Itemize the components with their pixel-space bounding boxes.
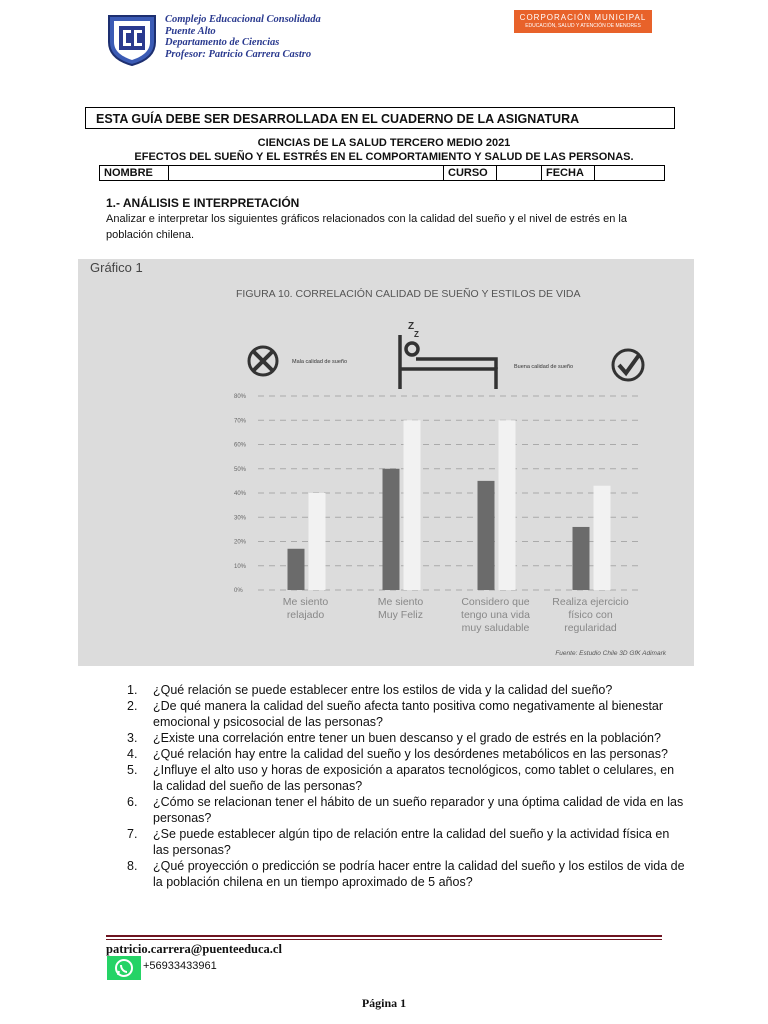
bad-sleep-label: Mala calidad de sueño bbox=[292, 359, 348, 365]
zz-mark: Z bbox=[408, 321, 415, 332]
section-description: Analizar e interpretar los siguientes gráficos relacionados con la calidad del sueño y el nivel de estrés en la población chilena. bbox=[106, 213, 627, 241]
date-label: FECHA bbox=[542, 166, 595, 181]
question-number: 3. bbox=[127, 731, 138, 745]
y-tick-label: 20% bbox=[234, 539, 247, 546]
x-category-label: muy saludable bbox=[461, 622, 530, 634]
course-label: CURSO bbox=[444, 166, 497, 181]
x-category-label: Me siento bbox=[282, 596, 329, 608]
student-info-table bbox=[99, 165, 665, 181]
x-category-label: Realiza ejercicio bbox=[552, 596, 629, 608]
question-text: ¿Se puede establecer algún tipo de relación entre la calidad del sueño y la actividad física en las personas? bbox=[153, 827, 670, 857]
x-category-label: Considero que bbox=[461, 596, 530, 608]
bar bbox=[499, 420, 516, 590]
corporation-line1: CORPORACIÓN MUNICIPAL bbox=[519, 13, 647, 22]
question-text: ¿Qué relación hay entre la calidad del sueño y los desórdenes metabólicos en las personas? bbox=[153, 747, 668, 761]
name-label: NOMBRE bbox=[100, 166, 169, 181]
question-item bbox=[127, 794, 687, 826]
x-category-label: físico con bbox=[568, 609, 613, 621]
good-sleep-check-icon bbox=[613, 350, 643, 380]
y-tick-label: 70% bbox=[234, 418, 247, 425]
question-text: ¿Influye el alto uso y horas de exposición a aparatos tecnológicos, como tablet o celulares, en la calidad del sueño de las personas? bbox=[153, 763, 675, 793]
footer-rule bbox=[106, 939, 662, 940]
x-category-label: relajado bbox=[286, 609, 325, 621]
x-category-label: regularidad bbox=[564, 622, 617, 634]
question-item bbox=[127, 730, 687, 746]
contact-email: patricio.carrera@puenteeduca.cl bbox=[106, 942, 282, 956]
question-item bbox=[127, 858, 687, 890]
chart-source: Fuente: Estudio Chile 3D GfK Adimark bbox=[555, 650, 666, 657]
question-number: 2. bbox=[127, 699, 138, 713]
question-number: 6. bbox=[127, 795, 138, 809]
good-sleep-label: Buena calidad de sueño bbox=[514, 364, 574, 370]
school-line: Complejo Educacional Consolidada bbox=[165, 14, 321, 25]
bad-sleep-x-icon bbox=[249, 347, 277, 375]
bar bbox=[288, 549, 305, 590]
date-field[interactable] bbox=[595, 166, 665, 181]
question-number: 1. bbox=[127, 683, 138, 697]
y-tick-label: 10% bbox=[234, 563, 247, 570]
section-title: 1.- ANÁLISIS E INTERPRETACIÓN bbox=[106, 196, 300, 210]
footer-rule bbox=[106, 935, 662, 937]
school-crest-logo bbox=[105, 12, 159, 66]
subject-subtitle: EFECTOS DEL SUEÑO Y EL ESTRÉS EN EL COMPORTAMIENTO Y SALUD DE LAS PERSONAS. bbox=[134, 151, 634, 163]
name-field[interactable] bbox=[169, 166, 444, 181]
whatsapp-icon bbox=[107, 956, 141, 980]
school-line: Departamento de Ciencias bbox=[165, 37, 280, 48]
x-category-label: Me siento bbox=[377, 596, 424, 608]
figure-panel bbox=[78, 259, 694, 666]
course-field[interactable] bbox=[497, 166, 542, 181]
bar bbox=[383, 469, 400, 590]
bar bbox=[573, 527, 590, 590]
question-item bbox=[127, 698, 687, 730]
bar bbox=[404, 420, 421, 590]
school-line: Puente Alto bbox=[165, 25, 216, 37]
question-item bbox=[127, 682, 687, 698]
chart-title: FIGURA 10. CORRELACIÓN CALIDAD DE SUEÑO Y ESTILOS DE VIDA bbox=[236, 288, 581, 300]
sleep-lifestyle-chart bbox=[78, 259, 694, 666]
bar bbox=[478, 481, 495, 590]
question-text: ¿De qué manera la calidad del sueño afecta tanto positiva como negativamente al bienestar emocional y psicosocial de las personas? bbox=[153, 699, 664, 729]
question-item bbox=[127, 746, 687, 762]
question-text: ¿Existe una correlación entre tener un buen descanso y el grado de estrés en la población? bbox=[153, 731, 661, 745]
instruction-box: ESTA GUÍA DEBE SER DESARROLLADA EN EL CUADERNO DE LA ASIGNATURA bbox=[85, 107, 675, 129]
corporation-logo bbox=[514, 10, 652, 33]
corporation-line2: EDUCACIÓN, SALUD Y ATENCIÓN DE MENORES bbox=[525, 23, 641, 29]
question-text: ¿Qué relación se puede establecer entre los estilos de vida y la calidad del sueño? bbox=[153, 683, 613, 697]
bed-icon bbox=[400, 335, 496, 389]
bar bbox=[309, 493, 326, 590]
zz-mark: Z bbox=[414, 330, 419, 339]
y-tick-label: 40% bbox=[234, 491, 247, 497]
y-tick-label: 80% bbox=[234, 394, 247, 400]
question-number: 8. bbox=[127, 859, 138, 873]
question-list bbox=[127, 682, 687, 890]
question-number: 7. bbox=[127, 827, 138, 841]
question-item bbox=[127, 826, 687, 858]
figure-label: Gráfico 1 bbox=[90, 260, 143, 275]
question-text: ¿Cómo se relacionan tener el hábito de un sueño reparador y una óptima calidad de vida en las personas? bbox=[153, 795, 684, 825]
question-number: 4. bbox=[127, 747, 138, 761]
school-line: Profesor: Patricio Carrera Castro bbox=[165, 48, 312, 60]
contact-phone: +56933433961 bbox=[143, 960, 217, 972]
y-tick-label: 0% bbox=[234, 588, 243, 594]
question-item bbox=[127, 762, 687, 794]
x-category-label: Muy Feliz bbox=[378, 609, 423, 621]
question-number: 5. bbox=[127, 763, 138, 777]
y-tick-label: 50% bbox=[234, 466, 247, 473]
y-tick-label: 30% bbox=[234, 515, 247, 522]
question-text: ¿Qué proyección o predicción se podría hacer entre la calidad del sueño y los estilos de vida de la población chilena en un tiempo aproximado de 5 años? bbox=[153, 859, 685, 889]
bar bbox=[594, 486, 611, 590]
y-tick-label: 60% bbox=[234, 442, 247, 449]
x-category-label: tengo una vida bbox=[461, 609, 530, 621]
page-number: Página 1 bbox=[361, 996, 407, 1010]
subject-title: CIENCIAS DE LA SALUD TERCERO MEDIO 2021 bbox=[257, 137, 511, 149]
school-name-block bbox=[165, 14, 321, 60]
